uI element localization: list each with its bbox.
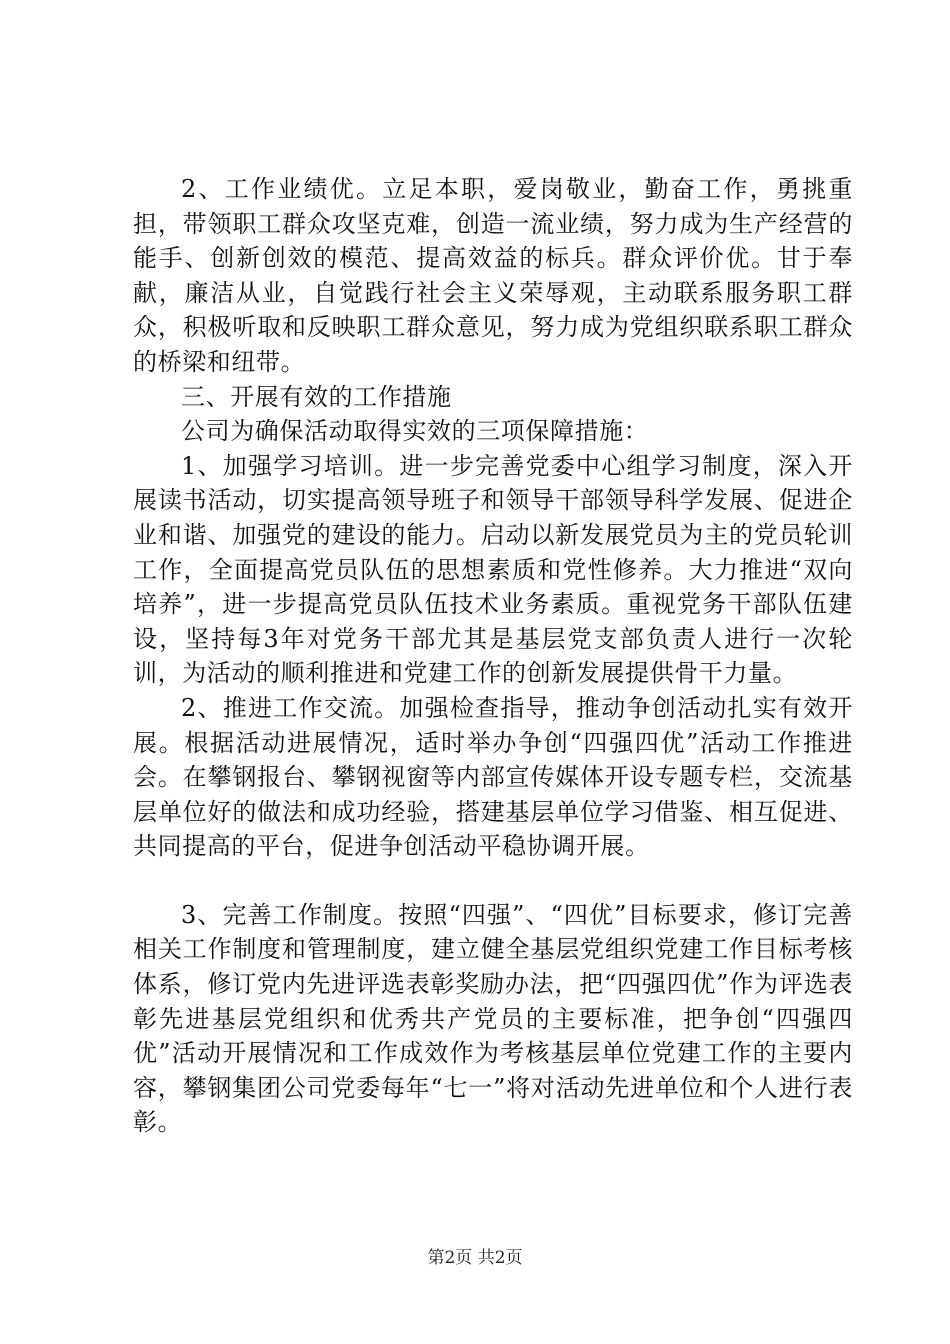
paragraph-exchange: 2、推进工作交流。加强检查指导，推动争创活动扎实有效开展。根据活动进展情况，适时举办争创“四强四优”活动工作推进会。在攀钢报台、攀钢视窗等内部宣传媒体开设专题专栏，交流基层单位好的做法和成功经验，搭建基层单位学习借鉴、相互促进、共同提高的平台，促进争创活动平稳协调开展。 <box>133 693 853 861</box>
paragraph-performance: 2、工作业绩优。立足本职，爱岗敬业，勤奋工作，勇挑重担，带领职工群众攻坚克难，创造一流业绩，努力成为生产经营的能手、创新创效的模范、提高效益的标兵。群众评价优。甘于奉献，廉洁从业，自觉践行社会主义荣辱观，主动联系服务职工群众，积极听取和反映职工群众意见，努力成为党组织联系职工群众的桥梁和纽带。 <box>133 175 853 376</box>
section-heading-measures: 三、开展有效的工作措施 <box>181 382 452 411</box>
paragraph-training: 1、加强学习培训。进一步完善党委中心组学习制度，深入开展读书活动，切实提高领导班子和领导干部领导科学发展、促进企业和谐、加强党的建设的能力。启动以新发展党员为主的党员轮训工作，全面提高党员队伍的思想素质和党性修养。大力推进“双向培养”，进一步提高党员队伍技术业务素质。重视党务干部队伍建设，坚持每3年对党务干部尤其是基层党支部负责人进行一次轮训，为活动的顺利推进和党建工作的创新发展提供骨干力量。 <box>133 451 853 688</box>
document-body <box>133 172 853 1140</box>
paragraph-system: 3、完善工作制度。按照“四强”、“四优”目标要求，修订完善相关工作制度和管理制度，建立健全基层党组织党建工作目标考核体系，修订党内先进评选表彰奖励办法，把“四强四优”作为评选表彰先进基层党组织和优秀共产党员的主要标准，把争创“四强四优”活动开展情况和工作成效作为考核基层单位党建工作的主要内容，攀钢集团公司党委每年“七一”将对活动先进单位和个人进行表彰。 <box>133 900 853 1137</box>
paragraph-intro: 公司为确保活动取得实效的三项保障措施： <box>181 417 649 446</box>
page-number-footer: 第2页 共2页 <box>427 1248 523 1268</box>
